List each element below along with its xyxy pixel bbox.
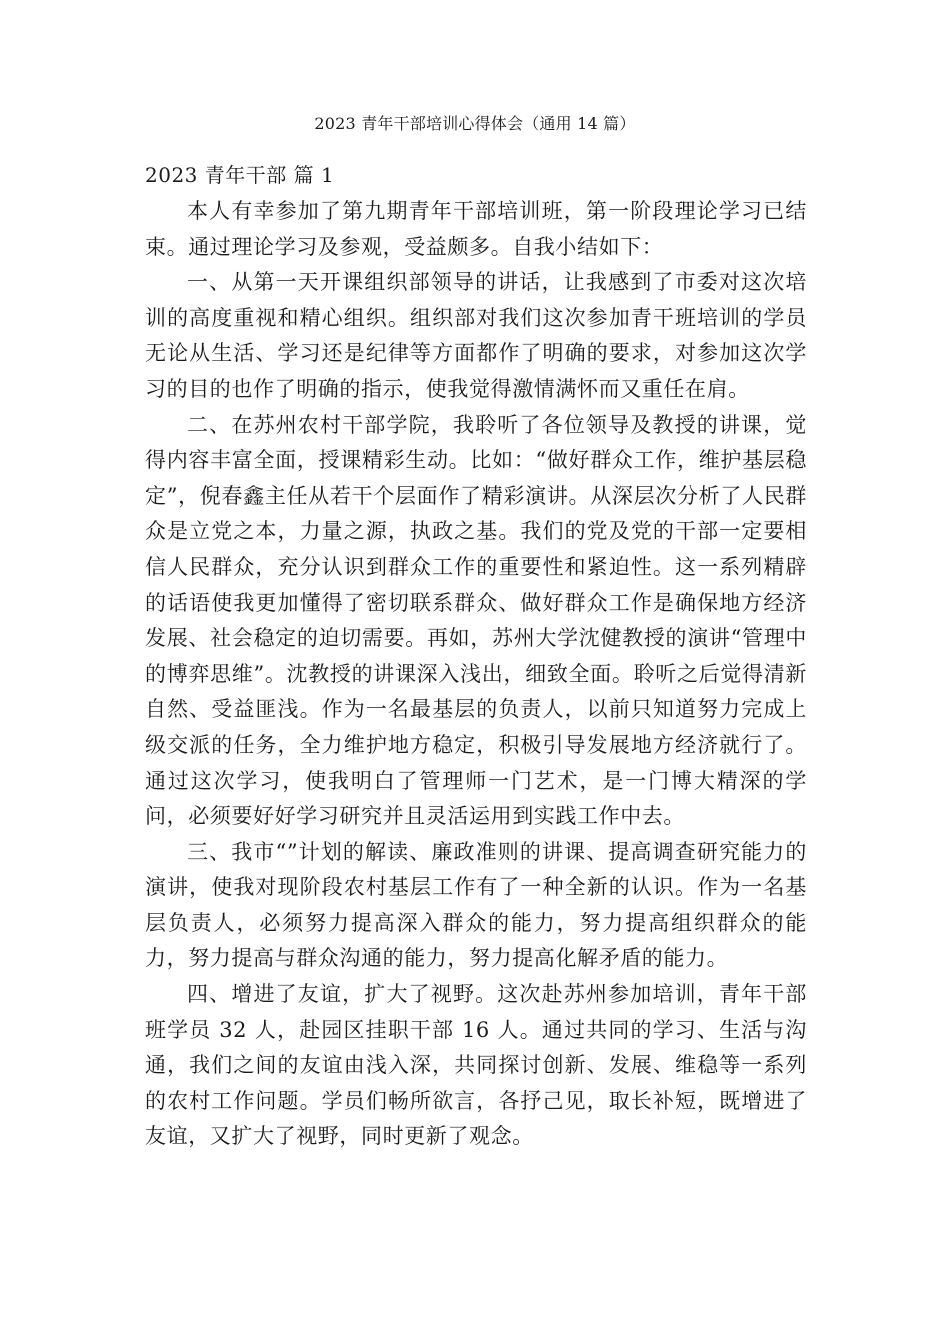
paragraph-intro: 本人有幸参加了第九期青年干部培训班，第一阶段理论学习已结束。通过理论学习及参观，受益颇多。自我小结如下： [145, 199, 807, 259]
body-text [145, 194, 807, 1155]
document-title: 2023 青年干部培训心得体会（通用 14 篇） [314, 114, 636, 133]
section-heading: 2023 青年干部 篇 1 [145, 163, 335, 187]
paragraph-point-3: 三、我市“”计划的解读、廉政准则的讲课、提高调查研究能力的演讲，使我对现阶段农村基层工作有了一种全新的认识。作为一名基层负责人，必须努力提高深入群众的能力，努力提高组织群众的能力，努力提高与群众沟通的能力，努力提高化解矛盾的能力。 [145, 839, 807, 971]
paragraph-point-4: 四、增进了友谊，扩大了视野。这次赴苏州参加培训，青年干部班学员 32 人，赴园区挂职干部 16 人。通过共同的学习、生活与沟通，我们之间的友谊由浅入深，共同探讨创新、发展、维稳等一系列的农村工作问题。学员们畅所欲言，各抒己见，取长补短，既增进了友谊，又扩大了视野，同时更新了观念。 [145, 982, 807, 1149]
paragraph-point-1: 一、从第一天开课组织部领导的讲话，让我感到了市委对这次培训的高度重视和精心组织。组织部对我们这次参加青干班培训的学员无论从生活、学习还是纪律等方面都作了明确的要求，对参加这次学习的目的也作了明确的指示，使我觉得激情满怀而又重任在肩。 [145, 270, 807, 401]
paragraph-point-2: 二、在苏州农村干部学院，我聆听了各位领导及教授的讲课，觉得内容丰富全面，授课精彩生动。比如：“做好群众工作，维护基层稳定”，倪春鑫主任从若干个层面作了精彩演讲。从深层次分析了人民群众是立党之本，力量之源，执政之基。我们的党及党的干部一定要相信人民群众，充分认识到群众工作的重要性和紧迫性。这一系列精辟的话语使我更加懂得了密切联系群众、做好群众工作是确保地方经济发展、社会稳定的迫切需要。再如，苏州大学沈健教授的演讲“管理中的博弈思维”。沈教授的讲课深入浅出，细致全面。聆听之后觉得清新自然、受益匪浅。作为一名最基层的负责人，以前只知道努力完成上级交派的任务，全力维护地方稳定，积极引导发展地方经济就行了。通过这次学习，使我明白了管理师一门艺术，是一门博大精深的学问，必须要好好学习研究并且灵活运用到实践工作中去。 [145, 412, 807, 829]
